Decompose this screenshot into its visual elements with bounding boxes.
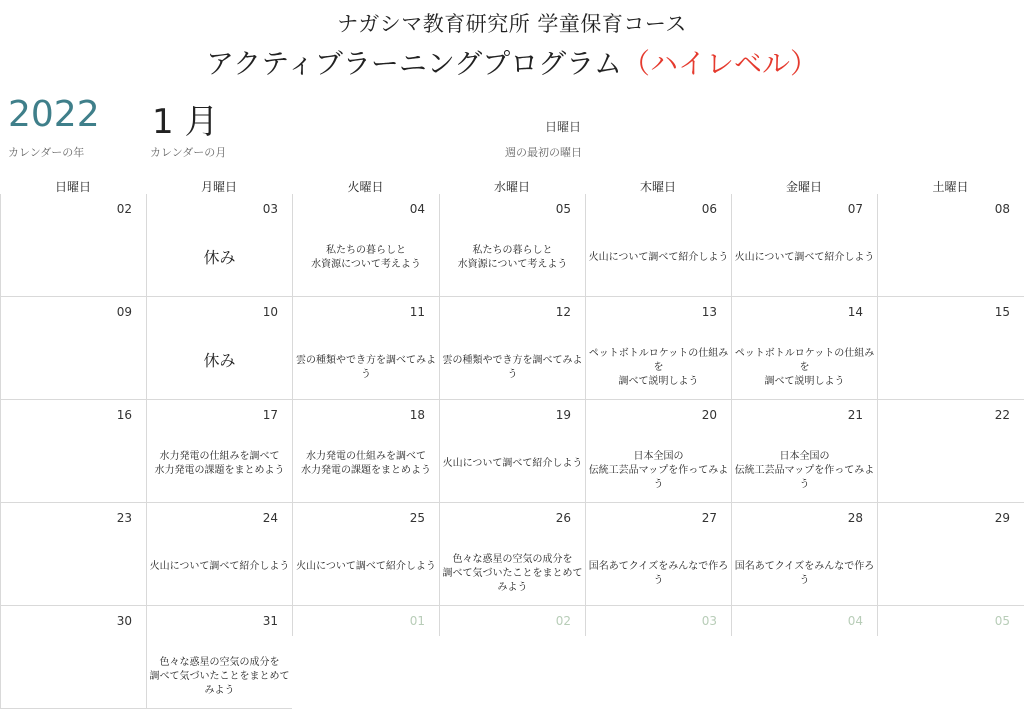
day-number: 04 bbox=[409, 202, 425, 216]
weekday-header: 土曜日 bbox=[932, 180, 969, 194]
weekday-header: 水曜日 bbox=[493, 180, 530, 194]
day-cell bbox=[146, 297, 292, 400]
day-number: 06 bbox=[701, 202, 717, 216]
day-event: 私たちの暮らしと 水資源について考えよう bbox=[311, 245, 421, 270]
day-number: 27 bbox=[701, 511, 717, 525]
program-title bbox=[0, 42, 1024, 82]
day-number: 01 bbox=[409, 614, 425, 628]
program-name: アクティブラーニングプログラム bbox=[205, 47, 623, 80]
day-cell bbox=[292, 194, 439, 297]
day-cell bbox=[439, 503, 585, 606]
day-number: 03 bbox=[262, 202, 278, 216]
day-number: 29 bbox=[994, 511, 1010, 525]
day-number: 21 bbox=[847, 408, 863, 422]
day-cell bbox=[877, 297, 1024, 400]
day-event: 火山について調べて紹介しよう bbox=[734, 252, 875, 263]
day-number: 23 bbox=[116, 511, 132, 525]
day-number: 25 bbox=[409, 511, 425, 525]
day-number: 22 bbox=[994, 408, 1010, 422]
day-cell bbox=[439, 194, 585, 297]
calendar-month-label: カレンダーの月 bbox=[150, 146, 227, 159]
day-event: 色々な惑星の空気の成分を 調べて気づいたことをまとめてみよう bbox=[442, 554, 583, 593]
day-cell bbox=[439, 606, 585, 636]
day-number: 30 bbox=[116, 614, 132, 628]
day-number: 28 bbox=[847, 511, 863, 525]
day-cell bbox=[877, 503, 1024, 606]
day-number: 02 bbox=[116, 202, 132, 216]
day-cell bbox=[585, 400, 731, 503]
day-cell bbox=[439, 297, 585, 400]
day-number: 24 bbox=[262, 511, 278, 525]
calendar-month: 1 月 bbox=[152, 102, 219, 142]
day-cell bbox=[0, 503, 146, 606]
day-number: 10 bbox=[262, 305, 278, 319]
day-event: 私たちの暮らしと 水資源について考えよう bbox=[457, 245, 568, 270]
day-cell bbox=[146, 606, 292, 709]
day-cell bbox=[731, 400, 877, 503]
week-start-day: 日曜日 bbox=[545, 120, 582, 134]
day-event: 火山について調べて紹介しよう bbox=[588, 252, 729, 263]
day-cell bbox=[146, 503, 292, 606]
day-cell bbox=[292, 503, 439, 606]
weekday-header: 月曜日 bbox=[200, 180, 237, 194]
day-cell bbox=[292, 297, 439, 400]
day-number: 15 bbox=[994, 305, 1010, 319]
day-event: 雲の種類やでき方を調べてみよう bbox=[442, 355, 583, 380]
day-event: 国名あてクイズをみんなで作ろう bbox=[588, 561, 729, 586]
day-number: 13 bbox=[701, 305, 717, 319]
day-event: 休み bbox=[203, 248, 236, 267]
day-event: 火山について調べて紹介しよう bbox=[442, 458, 583, 469]
day-cell bbox=[877, 194, 1024, 297]
day-cell bbox=[585, 503, 731, 606]
day-cell bbox=[292, 606, 439, 636]
day-event: 日本全国の 伝統工芸品マップを作ってみよう bbox=[588, 451, 729, 490]
day-cell bbox=[0, 400, 146, 503]
weekday-header: 金曜日 bbox=[785, 180, 822, 194]
day-event: 火山について調べて紹介しよう bbox=[149, 561, 290, 572]
day-number: 19 bbox=[555, 408, 571, 422]
weekday-header: 火曜日 bbox=[347, 180, 384, 194]
day-cell bbox=[146, 400, 292, 503]
day-number: 09 bbox=[116, 305, 132, 319]
day-event: 水力発電の仕組みを調べて 水力発電の課題をまとめよう bbox=[301, 451, 431, 476]
calendar-year: 2022 bbox=[8, 94, 100, 135]
day-number: 05 bbox=[555, 202, 571, 216]
weekday-header: 日曜日 bbox=[54, 180, 91, 194]
day-event: 水力発電の仕組みを調べて 水力発電の課題をまとめよう bbox=[154, 451, 285, 476]
calendar-year-label: カレンダーの年 bbox=[8, 146, 85, 159]
day-event: 雲の種類やでき方を調べてみよう bbox=[296, 355, 436, 380]
day-number: 16 bbox=[116, 408, 132, 422]
day-number: 18 bbox=[409, 408, 425, 422]
day-cell bbox=[877, 400, 1024, 503]
day-cell bbox=[731, 194, 877, 297]
day-cell bbox=[585, 297, 731, 400]
day-number: 31 bbox=[262, 614, 278, 628]
day-number: 17 bbox=[262, 408, 278, 422]
day-number: 05 bbox=[994, 614, 1010, 628]
day-cell bbox=[0, 194, 146, 297]
day-number: 20 bbox=[701, 408, 717, 422]
day-cell bbox=[292, 400, 439, 503]
day-number: 12 bbox=[555, 305, 571, 319]
weekday-header: 木曜日 bbox=[639, 180, 676, 194]
day-event: 休み bbox=[203, 351, 236, 370]
level-label: （ハイレベル） bbox=[622, 47, 819, 80]
day-number: 11 bbox=[409, 305, 425, 319]
week-start-day-label: 週の最初の曜日 bbox=[505, 146, 582, 159]
day-event: 色々な惑星の空気の成分を 調べて気づいたことをまとめてみよう bbox=[149, 657, 290, 696]
day-cell bbox=[731, 297, 877, 400]
day-number: 14 bbox=[847, 305, 863, 319]
day-number: 26 bbox=[555, 511, 571, 525]
day-number: 08 bbox=[994, 202, 1010, 216]
day-cell bbox=[0, 297, 146, 400]
day-number: 07 bbox=[847, 202, 863, 216]
day-cell bbox=[877, 606, 1024, 636]
day-number: 02 bbox=[555, 614, 571, 628]
day-number: 03 bbox=[701, 614, 717, 628]
day-event: ペットボトルロケットの仕組みを 調べて説明しよう bbox=[734, 348, 875, 387]
day-cell bbox=[585, 606, 731, 636]
day-event: 火山について調べて紹介しよう bbox=[296, 561, 436, 572]
day-cell bbox=[585, 194, 731, 297]
day-event: 日本全国の 伝統工芸品マップを作ってみよう bbox=[734, 451, 875, 490]
organization-title: ナガシマ教育研究所 学童保育コース bbox=[337, 12, 687, 36]
calendar-grid bbox=[0, 194, 1024, 709]
day-cell bbox=[0, 606, 146, 709]
day-cell bbox=[146, 194, 292, 297]
day-number: 04 bbox=[847, 614, 863, 628]
day-cell bbox=[439, 400, 585, 503]
day-cell bbox=[731, 606, 877, 636]
day-event: ペットボトルロケットの仕組みを 調べて説明しよう bbox=[588, 348, 729, 387]
day-cell bbox=[731, 503, 877, 606]
day-event: 国名あてクイズをみんなで作ろう bbox=[734, 561, 875, 586]
